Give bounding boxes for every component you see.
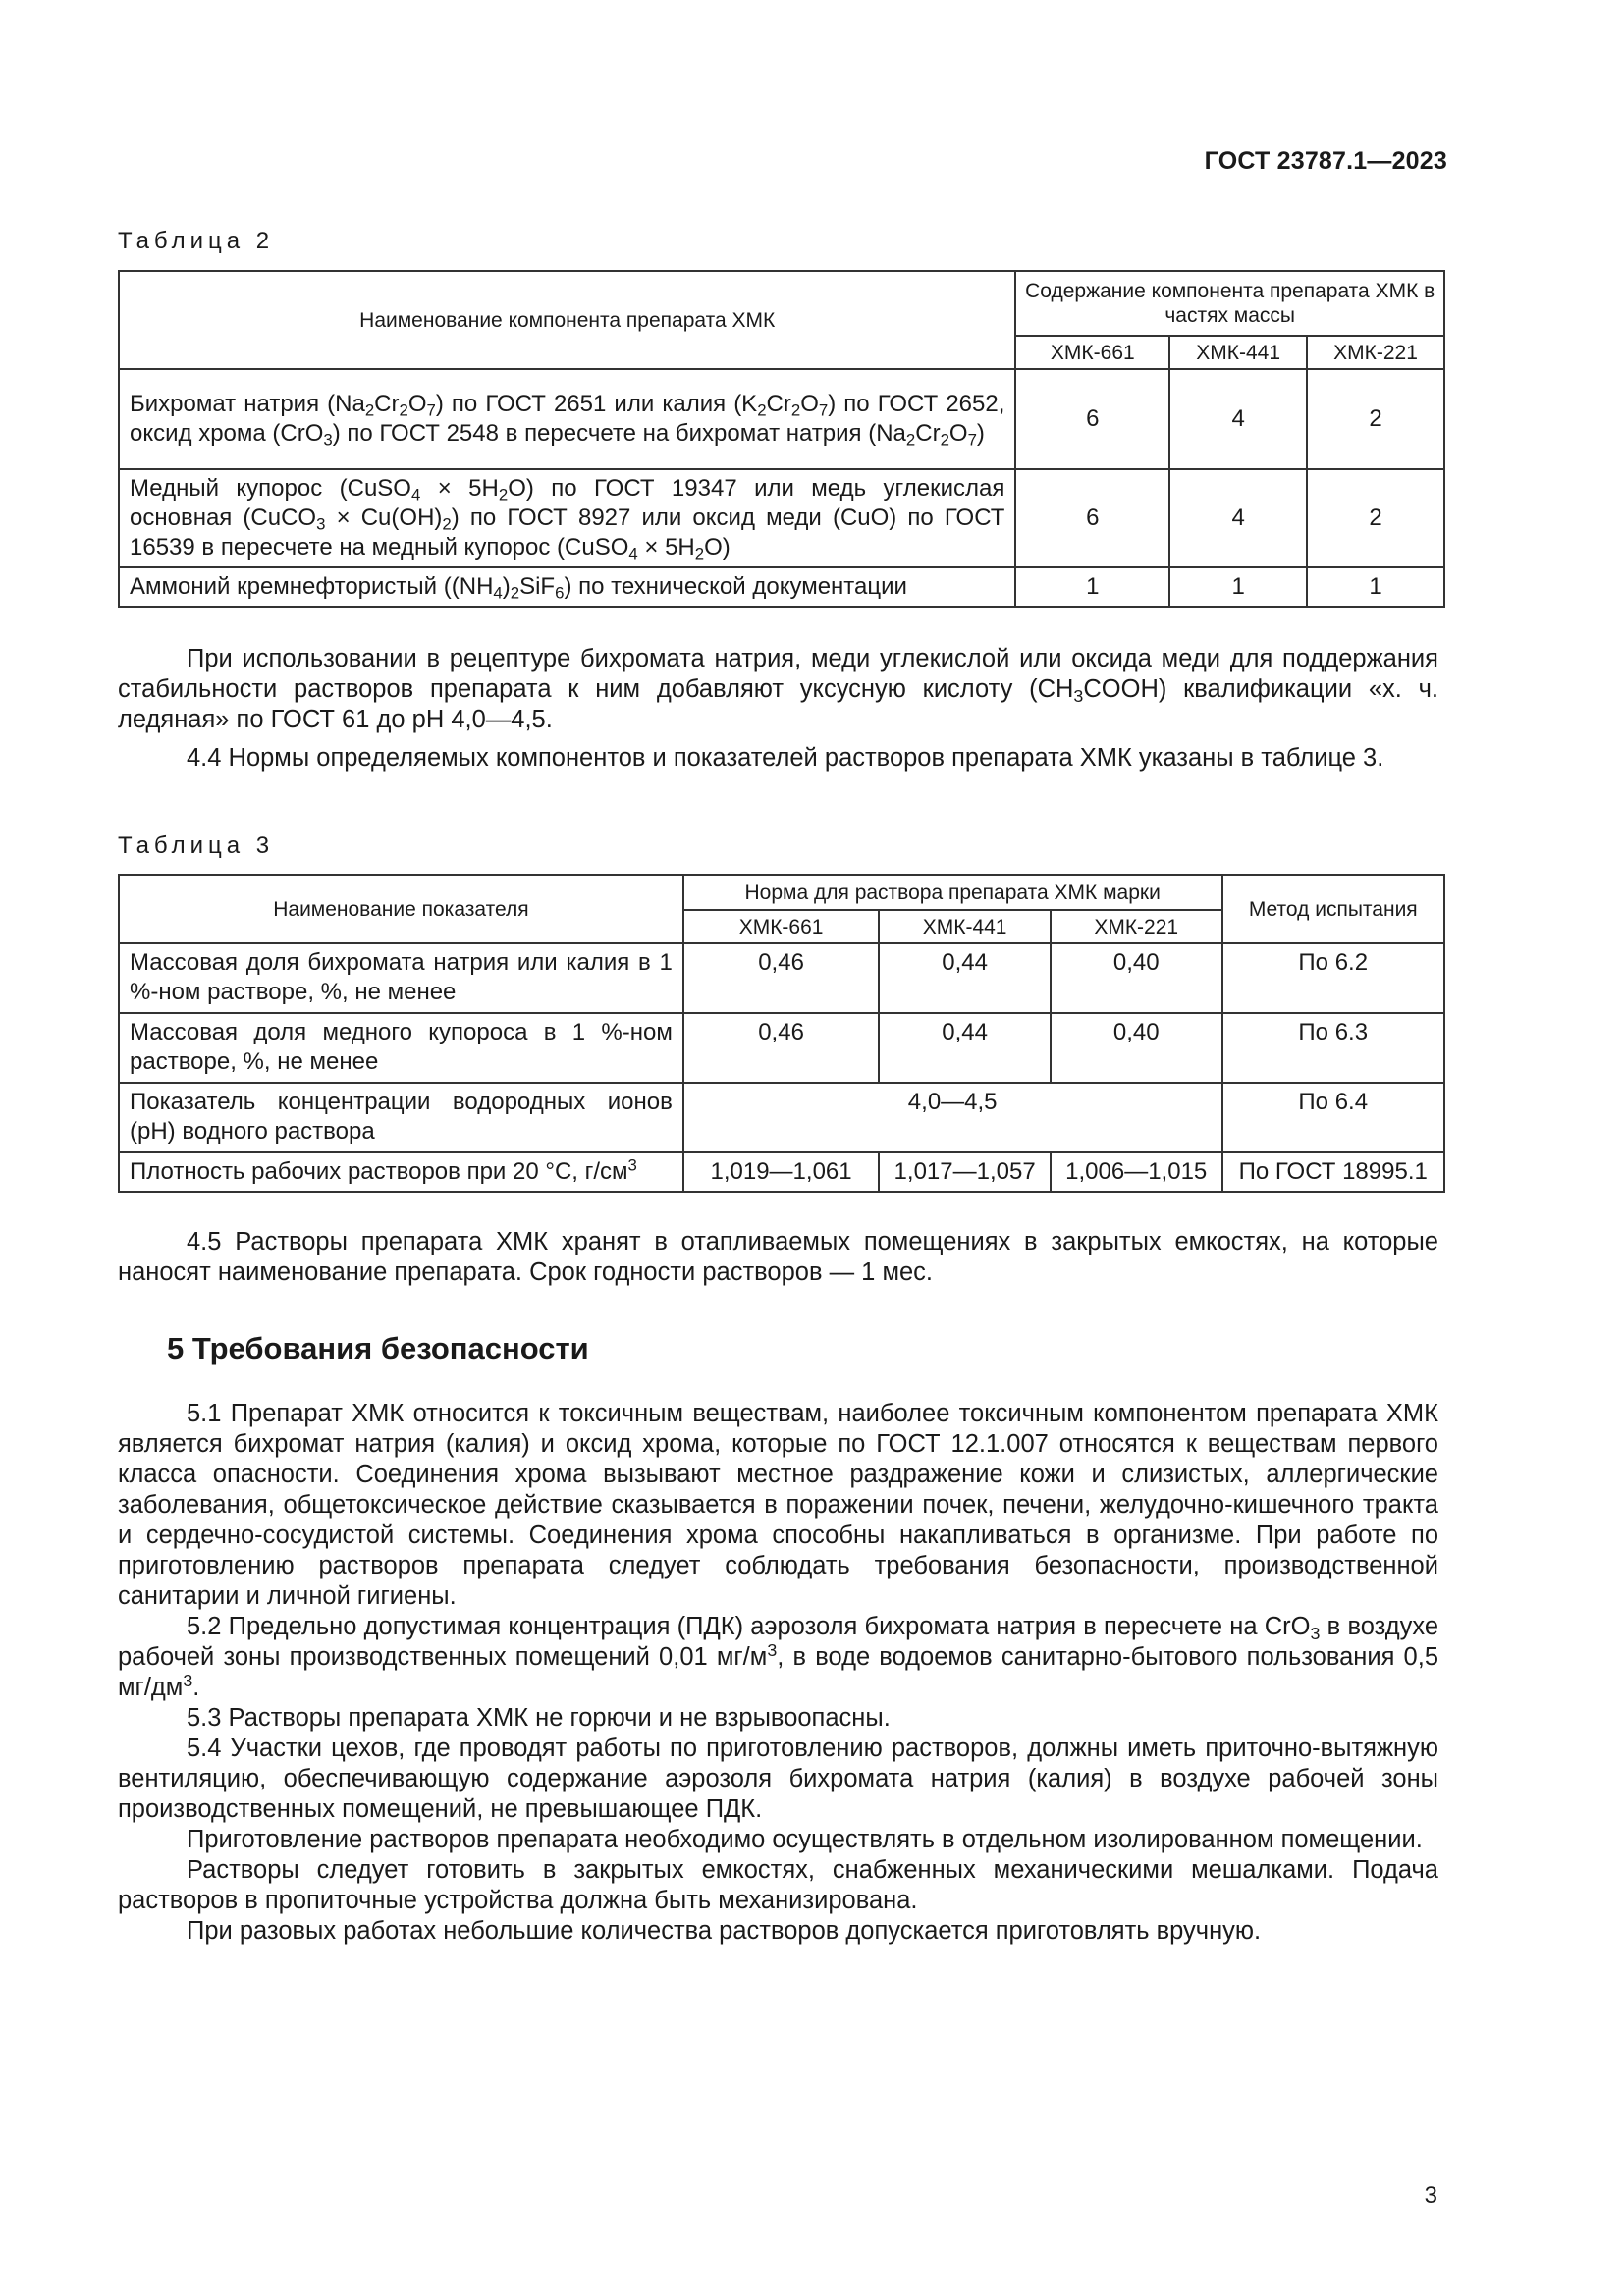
clause-4-5: 4.5 Растворы препарата ХМК хранят в отапливаемых помещениях в закрытых емкостях, на которые наносят наименование препарата. Срок годности растворов — 1 мес.: [118, 1228, 1438, 1286]
table3-method: По 6.3: [1222, 1013, 1445, 1083]
table3-row-name: Массовая доля медного купороса в 1 %-ном растворе, %, не менее: [119, 1013, 683, 1083]
table-row: [119, 1083, 1444, 1152]
table3-method: По ГОСТ 18995.1: [1222, 1152, 1445, 1192]
clause-5-2: 5.2 Предельно допустимая концентрация (ПДК) аэрозоля бихромата натрия в пересчете на CrO$_3$ в воздухе рабочей зоны производственных помещений 0,01 $мг/м^3$, в воде водоемов санитарно-бытового пользования 0,5 $мг/дм^3$.: [118, 1613, 1439, 1701]
table3-header-method: Метод испытания: [1222, 875, 1445, 943]
clause-4-4: 4.4 Нормы определяемых компонентов и показателей растворов препарата ХМК указаны в таблице 3.: [187, 744, 1384, 772]
table2-header-name: Наименование компонента препарата ХМК: [119, 271, 1015, 369]
section-title: 5 Требования безопасности: [167, 1331, 589, 1365]
table3-header-group: Норма для раствора препарата ХМК марки: [683, 875, 1222, 910]
table2: [118, 270, 1445, 608]
table-row: [119, 469, 1444, 567]
table3-value: 1,006—1,015: [1051, 1152, 1222, 1192]
table3-value: 0,44: [879, 1013, 1051, 1083]
table2-row1-name: Бихромат натрия $(Na_2Cr_2O_7)$ по ГОСТ 2651 или калия $(K_2Cr_2O_7)$ по ГОСТ 2652, оксид хрома (CrO$_3$) по ГОСТ 2548 в пересчете на бихромат натрия $(Na_2Cr_2O_7)$: [119, 369, 1015, 469]
table3-method: По 6.4: [1222, 1083, 1445, 1152]
table2-row3-name: Аммоний кремнефтористый $((NH_4)_2SiF_6)$ по технической документации: [119, 567, 1015, 607]
document-id: ГОСТ 23787.1—2023: [1204, 147, 1447, 175]
table2-value: 1: [1015, 567, 1169, 607]
table2-value: 6: [1015, 369, 1169, 469]
paragraph-manual-prep: При разовых работах небольшие количества растворов допускается приготовлять вручную.: [187, 1917, 1262, 1945]
table3-row-name: Массовая доля бихромата натрия или калия в 1 %-ном растворе, %, не менее: [119, 943, 683, 1013]
table2-header-group: Содержание компонента препарата ХМК в частях массы: [1015, 271, 1444, 336]
table2-value: 2: [1307, 369, 1444, 469]
table2-value: 4: [1169, 469, 1307, 567]
table-row: [119, 943, 1444, 1013]
page-number: 3: [1424, 2182, 1437, 2209]
table2-value: 4: [1169, 369, 1307, 469]
section-5-body: [118, 1399, 1438, 1947]
table3-header-name: Наименование показателя: [119, 875, 683, 943]
table2-brand-header: ХМК-441: [1169, 336, 1307, 369]
table-row: [119, 1013, 1444, 1083]
table3-merged-value: 4,0—4,5: [683, 1083, 1222, 1152]
table-row: [119, 369, 1444, 469]
table2-brand-header: ХМК-661: [1015, 336, 1169, 369]
table3-value: 0,46: [683, 943, 879, 1013]
table3-value: 0,40: [1051, 943, 1222, 1013]
clause-5-4: 5.4 Участки цехов, где проводят работы по приготовлению растворов, должны иметь приточно-вытяжную вентиляцию, обеспечивающую содержание аэрозоля бихромата натрия (калия) в воздухе рабочей зоны производственных помещений, не превышающее ПДК.: [118, 1735, 1438, 1823]
table3-value: 1,017—1,057: [879, 1152, 1051, 1192]
table-row: [119, 567, 1444, 607]
table3: [118, 874, 1445, 1193]
table3-value: 0,40: [1051, 1013, 1222, 1083]
table2-value: 1: [1307, 567, 1444, 607]
clause-5-1: 5.1 Препарат ХМК относится к токсичным веществам, наиболее токсичным компонентом препарата ХМК является бихромат натрия (калия) и оксид хрома, которые по ГОСТ 12.1.007 относятся к веществам первого класса опасности. Соединения хрома вызывают местное раздражение кожи и слизистых, аллергические заболевания, общетоксическое действие сказывается в поражении почек, печени, желудочно-кишечного тракта и сердечно-сосудистой системы. Соединения хрома способны накапливаться в организме. При работе по приготовлению растворов препарата следует соблюдать требования безопасности, производственной санитарии и личной гигиены.: [118, 1400, 1438, 1610]
table3-value: 1,019—1,061: [683, 1152, 879, 1192]
table-row: [119, 1152, 1444, 1192]
table2-row2-name: Медный купорос (CuSO$_4$ × $5H_2O$) по ГОСТ 19347 или медь углекислая основная (CuCO$_3$ × $Cu(OH)_2$) по ГОСТ 8927 или оксид меди (CuO) по ГОСТ 16539 в пересчете на медный купорос (CuSO$_4$ × $5H_2O$): [119, 469, 1015, 567]
table2-caption: Таблица 2: [118, 228, 275, 254]
table2-value: 6: [1015, 469, 1169, 567]
table3-brand-header: ХМК-661: [683, 910, 879, 943]
table2-value: 2: [1307, 469, 1444, 567]
table3-row-name: Плотность рабочих растворов при 20 °С, $г/см^3$: [119, 1152, 683, 1192]
table2-brand-header: ХМК-221: [1307, 336, 1444, 369]
table3-brand-header: ХМК-221: [1051, 910, 1222, 943]
table2-value: 1: [1169, 567, 1307, 607]
table3-value: 0,46: [683, 1013, 879, 1083]
paragraph-closed-containers: Растворы следует готовить в закрытых емкостях, снабженных механическими мешалками. Подача растворов в пропиточные устройства должна быть механизирована.: [118, 1856, 1438, 1914]
table3-row-name: Показатель концентрации водородных ионов (pH) водного раствора: [119, 1083, 683, 1152]
paragraph-isolated-room: Приготовление растворов препарата необходимо осуществлять в отдельном изолированном помещении.: [187, 1826, 1423, 1853]
table3-brand-header: ХМК-441: [879, 910, 1051, 943]
table3-caption: Таблица 3: [118, 832, 275, 859]
table3-value: 0,44: [879, 943, 1051, 1013]
clause-5-3: 5.3 Растворы препарата ХМК не горючи и не взрывоопасны.: [187, 1704, 891, 1732]
acid-paragraph: При использовании в рецептуре бихромата натрия, меди углекислой или оксида меди для поддержания стабильности растворов препарата к ним добавляют уксусную кислоту $(CH_3COOH)$ квалификации «х. ч. ледяная» по ГОСТ 61 до pH 4,0—4,5.: [118, 645, 1438, 733]
table3-method: По 6.2: [1222, 943, 1445, 1013]
